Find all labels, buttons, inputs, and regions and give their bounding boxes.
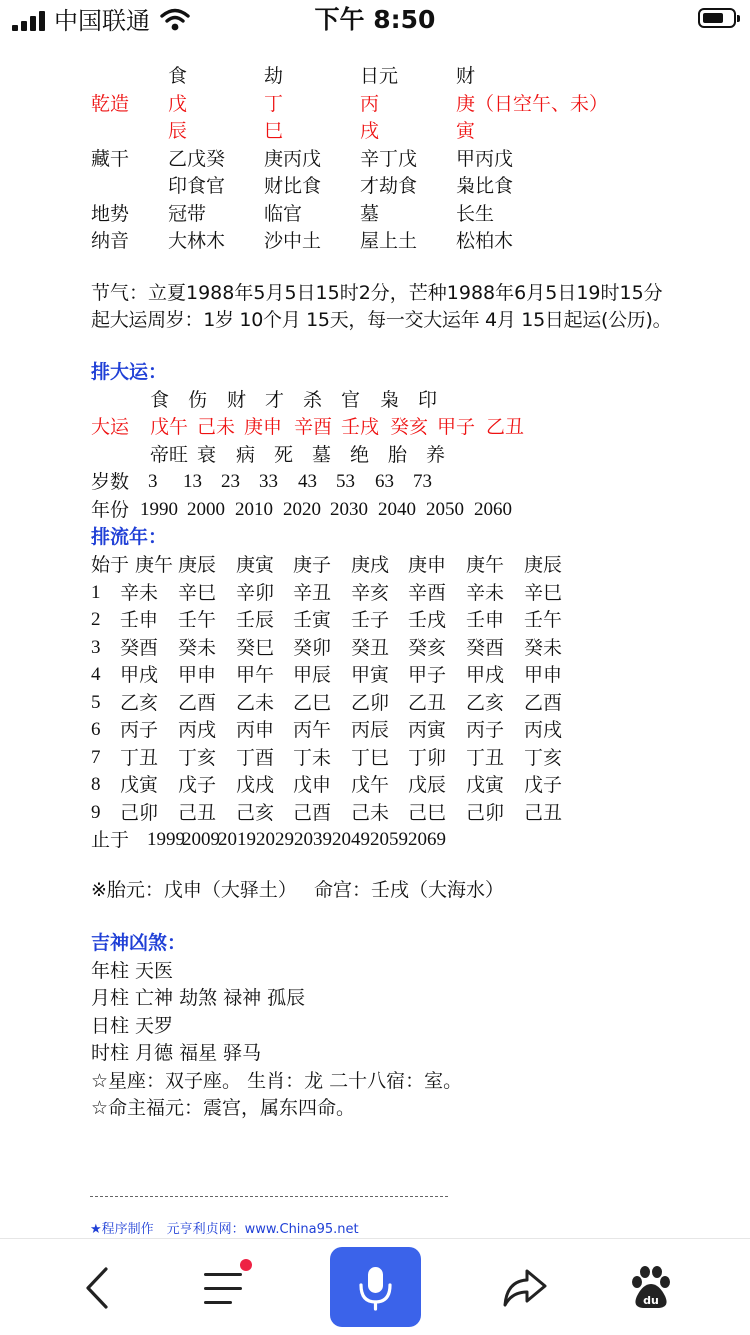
row-index: 1: [91, 582, 101, 603]
start-label: 始于: [91, 554, 130, 576]
header-col: 劫: [264, 65, 284, 87]
liunian-cell: 丁亥: [524, 747, 563, 769]
year-cell: 1990: [140, 499, 178, 520]
year-cell: 2050: [426, 499, 464, 520]
liunian-cell: 乙亥: [466, 692, 505, 714]
shishen-cell: 才劫食: [360, 175, 418, 197]
footer-credit[interactable]: ★程序制作 元亨利贞网：www.China95.net: [90, 1222, 359, 1237]
status-bar: [0, 0, 750, 42]
liunian-cell: 辛未: [120, 582, 159, 604]
end-year: 2039: [294, 829, 332, 850]
svg-text:du: du: [643, 1294, 659, 1307]
liunian-cell: 乙亥: [120, 692, 159, 714]
liunian-cell: 壬寅: [293, 609, 332, 631]
liunian-cell: 乙未: [236, 692, 275, 714]
dayun-pillar: 乙丑: [486, 416, 525, 438]
liunian-cell: 己巳: [408, 802, 447, 824]
row-index: 2: [91, 609, 101, 630]
dishi-cell: 冠带: [168, 203, 207, 225]
liunian-cell: 戊午: [351, 774, 390, 796]
liunian-cell: 甲午: [236, 664, 275, 686]
liunian-cell: 壬戌: [408, 609, 447, 631]
liunian-cell: 乙丑: [408, 692, 447, 714]
canggan-cell: 乙戊癸: [168, 148, 226, 170]
shishen-cell: 财比食: [264, 175, 322, 197]
liunian-cell: 丁酉: [236, 747, 275, 769]
year-cell: 2000: [187, 499, 225, 520]
liunian-cell: 丁丑: [466, 747, 505, 769]
liunian-cell: 乙巳: [293, 692, 332, 714]
branch-cell: 戌: [360, 120, 380, 142]
liunian-cell: 癸丑: [351, 637, 390, 659]
shishen-cell: 印食官: [168, 175, 226, 197]
liunian-cell: 己未: [351, 802, 390, 824]
end-year: 2049: [332, 829, 370, 850]
row-index: 9: [91, 802, 101, 823]
stage-cell: 衰: [197, 444, 217, 466]
liunian-cell: 壬申: [466, 609, 505, 631]
stage-cell: 病: [236, 444, 256, 466]
liunian-cell: 己丑: [524, 802, 563, 824]
liunian-cell: 丁卯: [408, 747, 447, 769]
shishen-cell: 枭比食: [456, 175, 514, 197]
end-year: 2029: [256, 829, 294, 850]
dayun-pillar: 壬戌: [341, 416, 380, 438]
nayin-cell: 沙中土: [264, 230, 322, 252]
notification-dot: [240, 1259, 252, 1271]
dishi-cell: 长生: [456, 203, 495, 225]
carrier-name: 中国联通: [54, 7, 150, 35]
dishi-label: 地势: [91, 203, 130, 225]
stage-cell: 死: [274, 444, 294, 466]
liunian-cell: 辛酉: [408, 582, 447, 604]
dayun-pillar: 庚申: [244, 416, 283, 438]
liunian-cell: 己亥: [236, 802, 275, 824]
age-cell: 33: [259, 471, 278, 492]
start-cell: 庚寅: [236, 554, 275, 576]
dayun-pillar: 辛酉: [294, 416, 333, 438]
stage-cell: 养: [426, 444, 446, 466]
liunian-cell: 丙戌: [524, 719, 563, 741]
liunian-cell: 辛丑: [293, 582, 332, 604]
age-cell: 73: [413, 471, 432, 492]
stem-cell: 丁: [264, 93, 284, 115]
stage-cell: 帝旺: [150, 444, 189, 466]
nayin-cell: 大林木: [168, 230, 226, 252]
age-cell: 63: [375, 471, 394, 492]
liunian-cell: 壬午: [524, 609, 563, 631]
liunian-cell: 戊寅: [120, 774, 159, 796]
liunian-cell: 甲申: [178, 664, 217, 686]
year-cell: 2010: [235, 499, 273, 520]
canggan-cell: 甲丙戊: [456, 148, 514, 170]
liunian-cell: 丙午: [293, 719, 332, 741]
stem-cell: 戊: [168, 93, 188, 115]
end-year: 1999: [147, 829, 185, 850]
liunian-cell: 甲申: [524, 664, 563, 686]
stage-cell: 墓: [312, 444, 332, 466]
year-cell: 2040: [378, 499, 416, 520]
branch-cell: 寅: [456, 120, 476, 142]
liunian-cell: 癸巳: [236, 637, 275, 659]
liunian-cell: 乙酉: [524, 692, 563, 714]
back-chevron-icon[interactable]: [76, 1263, 120, 1313]
liunian-cell: 甲子: [408, 664, 447, 686]
nayin-cell: 松柏木: [456, 230, 514, 252]
stem-cell: 庚（日空午、未）: [456, 93, 609, 115]
age-cell: 13: [183, 471, 202, 492]
header-col: 食: [168, 65, 188, 87]
year-cell: 2030: [330, 499, 368, 520]
start-cell: 庚辰: [524, 554, 563, 576]
god-cell: 食: [150, 389, 170, 411]
start-cell: 庚辰: [178, 554, 217, 576]
start-cell: 庚午: [466, 554, 505, 576]
bottom-toolbar: [0, 1238, 750, 1335]
minggong-text: 命宫：壬戌（大海水）: [314, 879, 505, 901]
god-cell: 伤: [188, 389, 208, 411]
liunian-cell: 丁巳: [351, 747, 390, 769]
row-index: 3: [91, 637, 101, 658]
liunian-cell: 辛亥: [351, 582, 390, 604]
menu-icon[interactable]: [200, 1269, 250, 1309]
liunian-cell: 辛卯: [236, 582, 275, 604]
liunian-cell: 己酉: [293, 802, 332, 824]
liunian-cell: 乙卯: [351, 692, 390, 714]
row-index: 8: [91, 774, 101, 795]
liunian-cell: 丁未: [293, 747, 332, 769]
row-index: 4: [91, 664, 101, 685]
header-col: 财: [456, 65, 476, 87]
god-cell: 杀: [303, 389, 323, 411]
liunian-cell: 戊子: [524, 774, 563, 796]
canggan-cell: 辛丁戊: [360, 148, 418, 170]
stage-cell: 胎: [388, 444, 408, 466]
ages-label: 岁数: [91, 471, 130, 493]
branch-cell: 巳: [264, 120, 284, 142]
liunian-cell: 戊申: [293, 774, 332, 796]
liunian-cell: 辛巳: [178, 582, 217, 604]
battery-icon: [698, 8, 736, 28]
liunian-cell: 甲戌: [120, 664, 159, 686]
stem-cell: 丙: [360, 93, 380, 115]
row-index: 6: [91, 719, 101, 740]
age-cell: 23: [221, 471, 240, 492]
nayin-cell: 屋上土: [360, 230, 418, 252]
qianzao-label: 乾造: [91, 93, 130, 115]
liunian-cell: 戊戌: [236, 774, 275, 796]
god-cell: 官: [341, 389, 361, 411]
microphone-icon: [330, 1247, 421, 1327]
liunian-cell: 壬午: [178, 609, 217, 631]
header-col: 日元: [360, 65, 399, 87]
liunian-cell: 丙戌: [178, 719, 217, 741]
dayun-label: 大运: [91, 416, 130, 438]
liunian-cell: 甲寅: [351, 664, 390, 686]
year-cell: 2020: [283, 499, 321, 520]
liunian-cell: 丙申: [236, 719, 275, 741]
liunian-cell: 戊子: [178, 774, 217, 796]
liunian-cell: 癸酉: [120, 637, 159, 659]
stage-cell: 绝: [350, 444, 370, 466]
voice-search-button[interactable]: [330, 1247, 421, 1327]
dayun-pillar: 甲子: [437, 416, 476, 438]
branch-cell: 辰: [168, 120, 188, 142]
row-index: 7: [91, 747, 101, 768]
liunian-cell: 己丑: [178, 802, 217, 824]
liunian-cell: 丙子: [466, 719, 505, 741]
age-cell: 53: [336, 471, 355, 492]
liunian-cell: 戊寅: [466, 774, 505, 796]
liunian-cell: 甲辰: [293, 664, 332, 686]
liunian-cell: 辛未: [466, 582, 505, 604]
canggan-label: 藏干: [91, 148, 130, 170]
god-cell: 印: [418, 389, 438, 411]
liunian-cell: 壬辰: [236, 609, 275, 631]
end-year: 2009: [182, 829, 220, 850]
liunian-cell: 壬子: [351, 609, 390, 631]
footer-divider: [90, 1196, 448, 1197]
years-label: 年份: [91, 499, 130, 521]
liunian-cell: 癸卯: [293, 637, 332, 659]
liunian-cell: 壬申: [120, 609, 159, 631]
status-time: 下午 8:50: [314, 5, 436, 34]
liunian-cell: 甲戌: [466, 664, 505, 686]
liunian-cell: 癸酉: [466, 637, 505, 659]
nayin-label: 纳音: [91, 230, 130, 252]
liunian-cell: 乙酉: [178, 692, 217, 714]
start-cell: 庚子: [293, 554, 332, 576]
baidu-paw-icon[interactable]: [628, 1265, 674, 1311]
end-year: 2069: [408, 829, 446, 850]
liunian-cell: 癸亥: [408, 637, 447, 659]
liunian-cell: 丙子: [120, 719, 159, 741]
dayun-pillar: 癸亥: [390, 416, 429, 438]
share-arrow-icon[interactable]: [500, 1265, 550, 1311]
liunian-cell: 丙辰: [351, 719, 390, 741]
liunian-cell: 癸未: [178, 637, 217, 659]
liunian-cell: 己卯: [120, 802, 159, 824]
god-cell: 才: [265, 389, 285, 411]
row-index: 5: [91, 692, 101, 713]
start-cell: 庚戌: [351, 554, 390, 576]
start-cell: 庚申: [408, 554, 447, 576]
year-cell: 2060: [474, 499, 512, 520]
taiyuan-text: ※胎元：戊申（大驿土）: [91, 879, 297, 901]
dayun-pillar: 己未: [197, 416, 236, 438]
age-cell: 43: [298, 471, 317, 492]
liunian-cell: 癸未: [524, 637, 563, 659]
dishi-cell: 临官: [264, 203, 303, 225]
liunian-cell: 丙寅: [408, 719, 447, 741]
end-label: 止于: [91, 829, 130, 851]
age-cell: 3: [148, 471, 158, 492]
liunian-cell: 丁丑: [120, 747, 159, 769]
canggan-cell: 庚丙戊: [264, 148, 322, 170]
dishi-cell: 墓: [360, 203, 380, 225]
liunian-cell: 己卯: [466, 802, 505, 824]
god-cell: 枭: [380, 389, 400, 411]
god-cell: 财: [227, 389, 247, 411]
liunian-cell: 丁亥: [178, 747, 217, 769]
liunian-cell: 戊辰: [408, 774, 447, 796]
end-year: 2059: [370, 829, 408, 850]
start-cell: 庚午: [135, 554, 174, 576]
dayun-pillar: 戊午: [150, 416, 189, 438]
liunian-cell: 辛巳: [524, 582, 563, 604]
end-year: 2019: [218, 829, 256, 850]
